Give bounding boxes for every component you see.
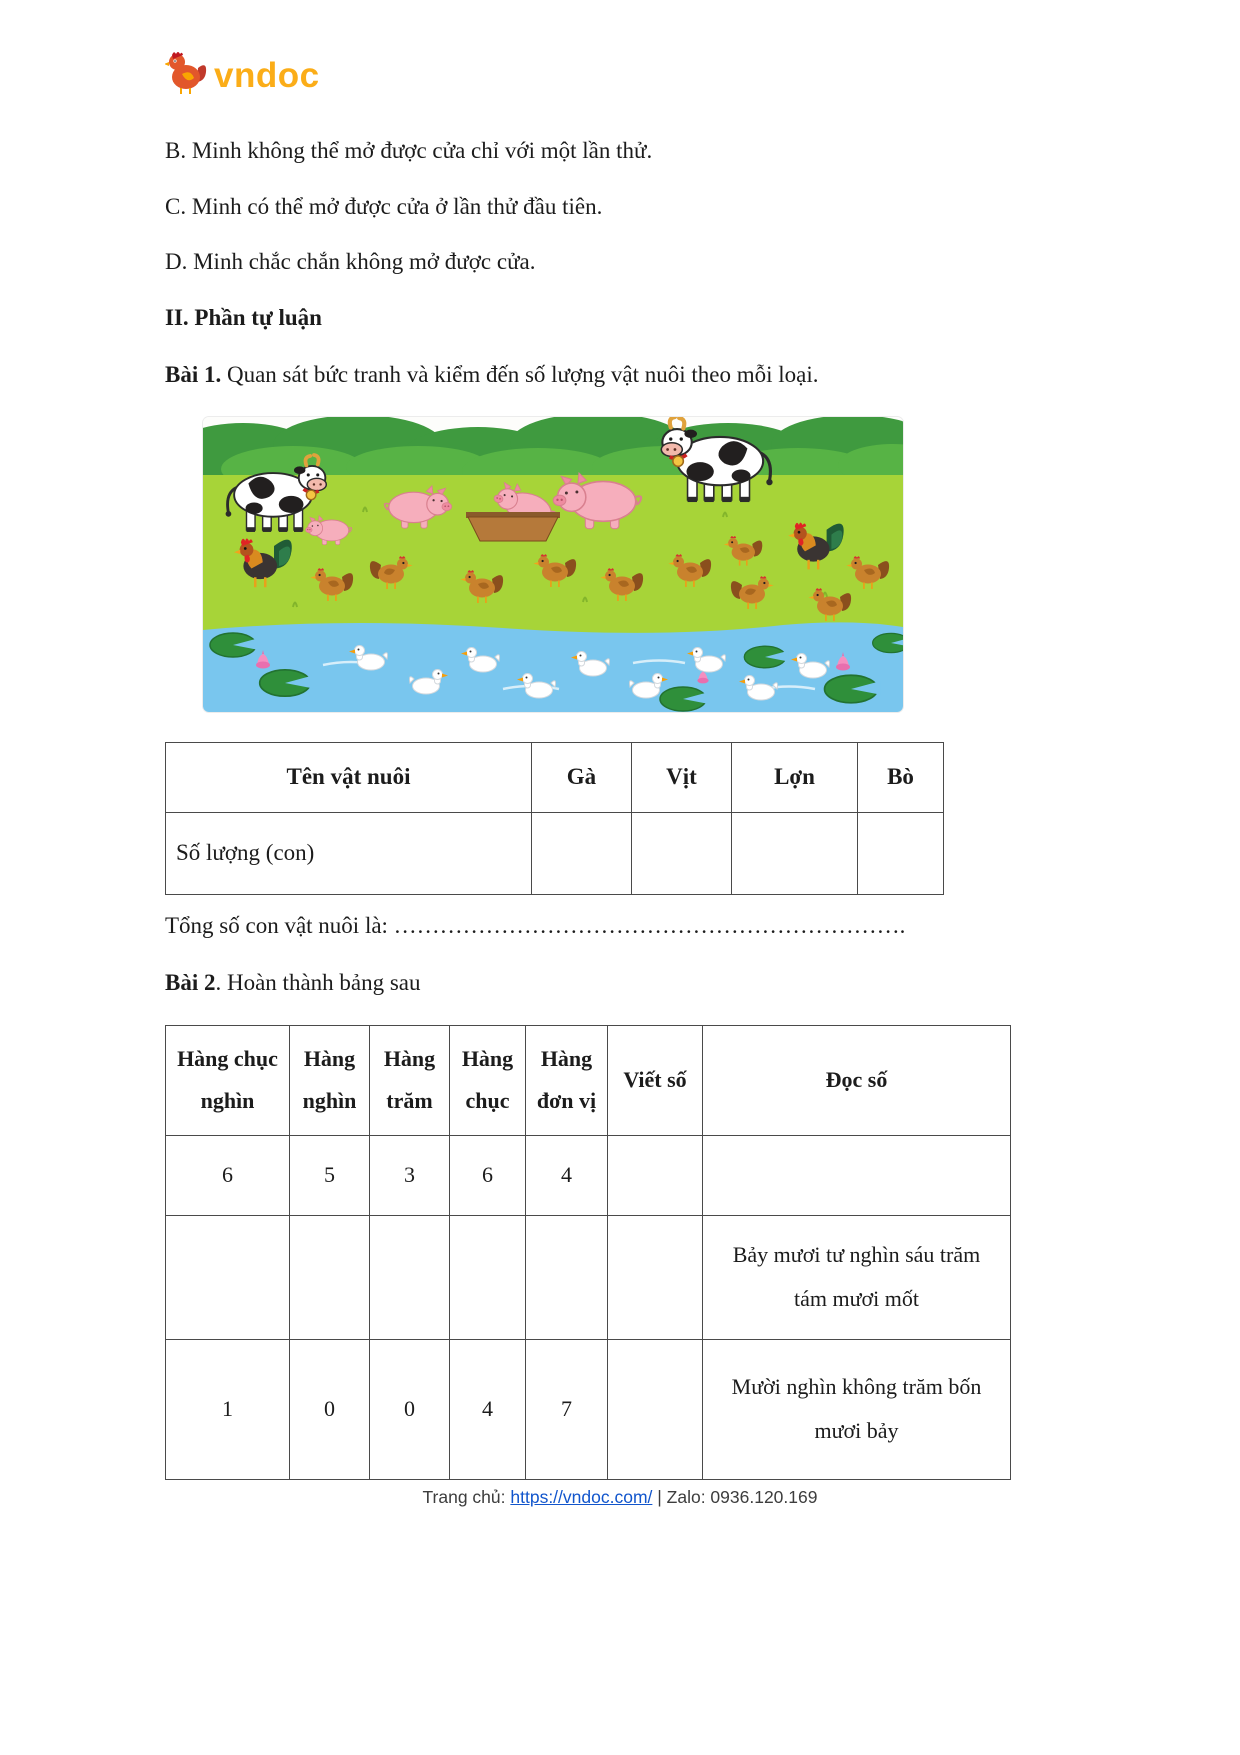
t1-answer-cell-ga — [532, 812, 632, 894]
logo-text: vndoc — [214, 55, 320, 95]
t2-cell: 0 — [290, 1339, 370, 1479]
t1-answer-cell-vit — [632, 812, 732, 894]
t2-answer-cell — [608, 1135, 703, 1215]
footer-prefix: Trang chủ: — [422, 1487, 511, 1507]
t2-cell: 6 — [450, 1135, 526, 1215]
animal-count-table — [165, 742, 944, 895]
place-value-table — [165, 1025, 1011, 1480]
farm-illustration — [203, 417, 903, 712]
exercise2-label: Bài 2 — [165, 969, 216, 995]
t2-cell: 1 — [166, 1339, 290, 1479]
t1-answer-cell-bo — [858, 812, 944, 894]
t2-cell: 5 — [290, 1135, 370, 1215]
t2-doc-so-cell: Bảy mươi tư nghìn sáu trăm tám mươi mốt — [703, 1215, 1011, 1339]
t2-answer-cell — [608, 1339, 703, 1479]
t2-cell: 0 — [370, 1339, 450, 1479]
t2-doc-so-cell: Mười nghìn không trăm bốn mươi bảy — [703, 1339, 1011, 1479]
t2-answer-cell — [450, 1215, 526, 1339]
t1-header-vit: Vịt — [632, 742, 732, 812]
t2-answer-cell — [166, 1215, 290, 1339]
vndoc-logo — [165, 52, 1090, 99]
t2-header-nghin: Hàng nghìn — [290, 1025, 370, 1135]
t2-header-chuc: Hàng chục — [450, 1025, 526, 1135]
exercise2-prompt — [165, 969, 1090, 997]
t2-answer-cell — [608, 1215, 703, 1339]
t2-cell: 3 — [370, 1135, 450, 1215]
exercise1-text: Quan sát bức tranh và kiểm đến số lượng vật nuôi theo mỗi loại. — [221, 362, 819, 388]
table-row — [166, 1339, 1011, 1479]
t2-cell: 4 — [526, 1135, 608, 1215]
t1-row-label: Số lượng (con) — [166, 812, 532, 894]
table-row — [166, 812, 944, 894]
table-row — [166, 742, 944, 812]
t1-header-name: Tên vật nuôi — [166, 742, 532, 812]
t2-answer-cell — [370, 1215, 450, 1339]
t1-answer-cell-lon — [732, 812, 858, 894]
table-header-row — [166, 1025, 1011, 1135]
table-row — [166, 1135, 1011, 1215]
t2-answer-cell — [526, 1215, 608, 1339]
total-line: Tổng số con vật nuôi là: …………………………………………………………. — [165, 912, 906, 938]
t2-header-viet-so: Viết số — [608, 1025, 703, 1135]
t1-header-lon: Lợn — [732, 742, 858, 812]
homepage-link[interactable]: https://vndoc.com/ — [510, 1487, 653, 1507]
t2-header-chuc-nghin: Hàng chục nghìn — [166, 1025, 290, 1135]
exercise1-label: Bài 1. — [165, 362, 222, 388]
table-row — [166, 1215, 1011, 1339]
t2-header-doc-so: Đọc số — [703, 1025, 1011, 1135]
t2-answer-cell — [290, 1215, 370, 1339]
t2-cell: 4 — [450, 1339, 526, 1479]
section-heading: II. Phần tự luận — [165, 304, 322, 330]
chicken-mascot-icon — [165, 52, 211, 99]
t1-header-bo: Bò — [858, 742, 944, 812]
option-c: C. Minh có thể mở được cửa ở lần thử đầu tiên. — [165, 193, 603, 219]
t2-answer-cell — [703, 1135, 1011, 1215]
footer-suffix: | Zalo: 0936.120.169 — [652, 1487, 818, 1507]
option-b: B. Minh không thể mở được cửa chỉ với một lần thử. — [165, 138, 653, 163]
exercise2-text: . Hoàn thành bảng sau — [215, 969, 421, 995]
t1-header-ga: Gà — [532, 742, 632, 812]
t2-cell: 6 — [166, 1135, 290, 1215]
exercise1-prompt — [165, 361, 1090, 389]
t2-header-tram: Hàng trăm — [370, 1025, 450, 1135]
t2-cell: 7 — [526, 1339, 608, 1479]
t2-header-don-vi: Hàng đơn vị — [526, 1025, 608, 1135]
option-d: D. Minh chắc chắn không mở được cửa. — [165, 249, 536, 275]
page-footer — [0, 1487, 1240, 1508]
